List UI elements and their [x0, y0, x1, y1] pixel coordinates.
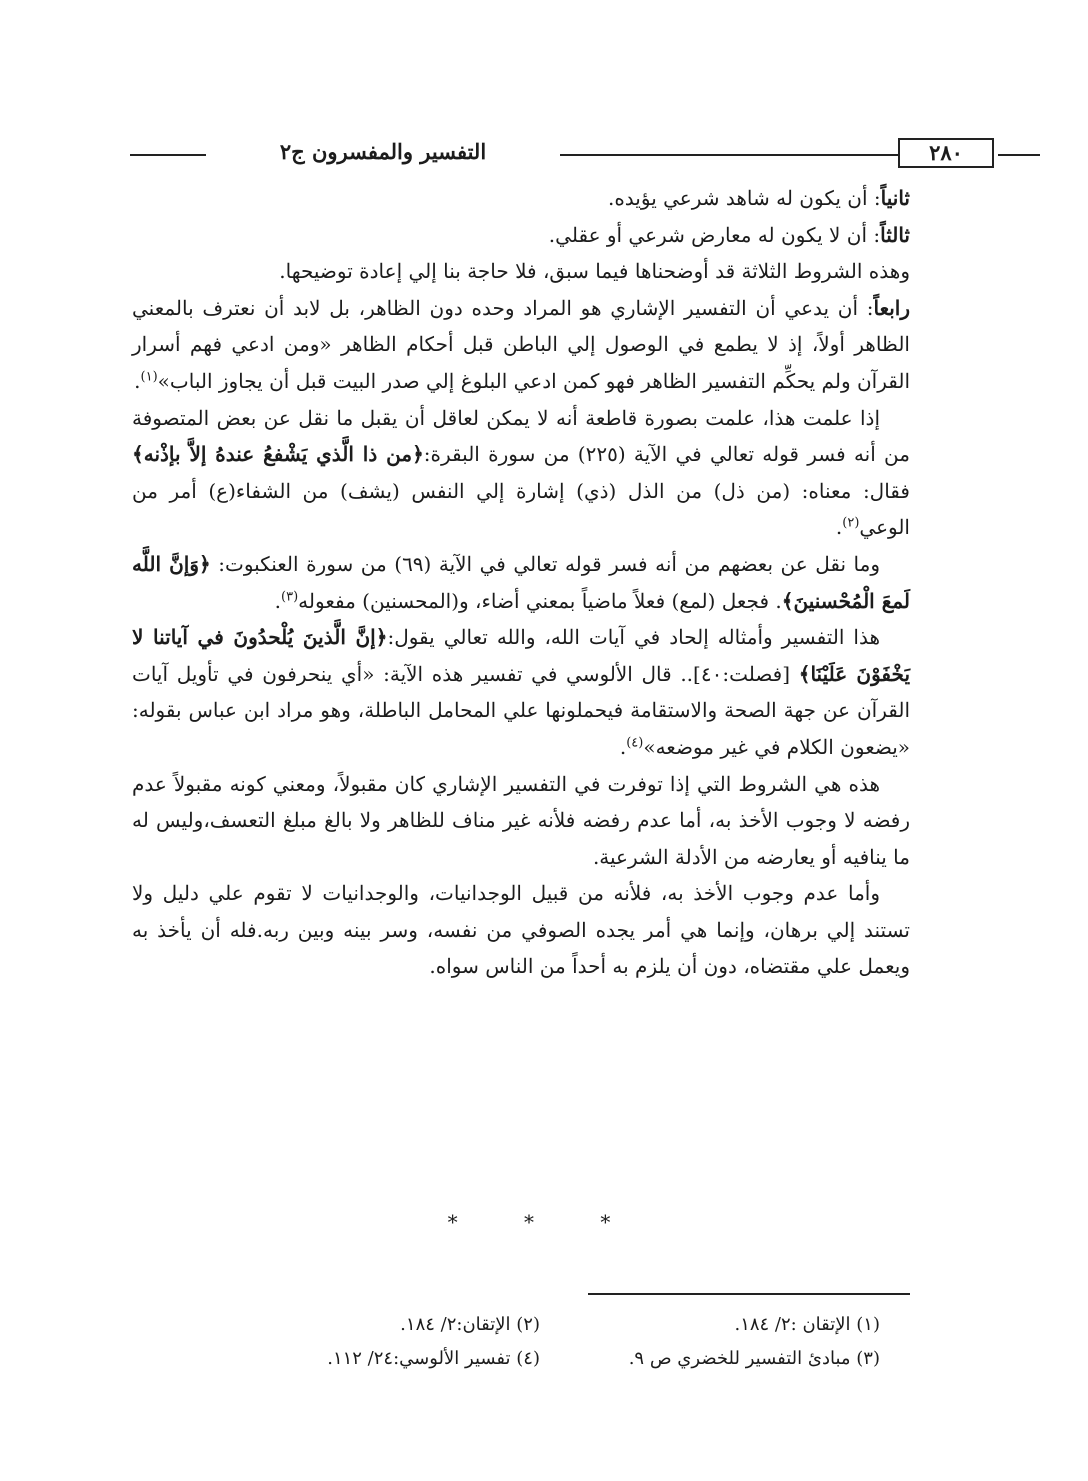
label-third: ثالثاً	[880, 222, 910, 247]
footnote-4: (٤) تفسير الألوسي:٢٤/ ١١٢.	[327, 1348, 540, 1369]
footnote-ref-2: (٢)	[842, 515, 860, 531]
text-baqara-end: .	[835, 515, 843, 540]
footnote-3: (٣) مبادئ التفسير للخضري ص ٩.	[628, 1348, 880, 1369]
text-ilhad-b: [فصلت:٤٠].. قال الألوسي في تفسير هذه الآية: «أي ينحرفون في تأويل آيات القرآن عن جهة الصحة والاستقامة فيحملونها علي المحامل الباطلة، وهو مراد ابن عباس بقوله: «يضعون الكلام في غير موضعه»	[132, 661, 910, 759]
paragraph-not-obligatory	[132, 875, 910, 985]
section-separator: * * *	[447, 1210, 641, 1234]
footnotes	[200, 1308, 880, 1376]
paragraph-ilhad	[132, 619, 910, 765]
text-ankabut-b: . فجعل (لمع) فعلاً ماضياً بمعني أضاء، و(المحسنين) مفعوله	[298, 588, 782, 613]
text-ankabut-end: .	[274, 588, 282, 613]
footnote-row	[200, 1308, 880, 1342]
header-rule-right	[998, 154, 1040, 156]
paragraph-three-conditions-note	[132, 253, 910, 290]
text-ilhad-end: .	[619, 734, 627, 759]
header-rule-middle	[560, 154, 898, 156]
text-three-conditions: وهذه الشروط الثلاثة قد أوضحناها فيما سبق، فلا حاجة بنا إلي إعادة توضيحها.	[279, 259, 910, 284]
footnote-rule	[588, 1293, 910, 1295]
footnote-row	[200, 1342, 880, 1376]
text-fourth-end: .	[134, 368, 141, 393]
paragraph-baqara-example	[132, 400, 910, 546]
footnote-1: (١) الإتقان :٢/ ١٨٤.	[734, 1314, 880, 1335]
text-ankabut-a: وما نقل عن بعضهم من أنه فسر قوله تعالي في الآية (٦٩) من سورة العنكبوت:	[218, 551, 880, 576]
text-baqara-b: فقال: معناه: (من ذل) من الذل (ذي) إشارة إلي النفس (يشف) من الشفاء(ع) أمر من الوعي	[132, 478, 910, 540]
body-text	[132, 180, 910, 985]
text-not-obligatory: وأما عدم وجوب الأخذ به، فلأنه من قبيل الوجدانيات، والوجدانيات لا تقوم علي دليل ولا تستند إلي برهان، وإنما هي أمر يجده الصوفي من نفسه، وسر بينه وبين ربه.فله أن يأخذ به ويعمل علي مقتضاه، دون أن يلزم به أحداً من الناس سواه.	[132, 881, 910, 979]
text-fourth: : أن يدعي أن التفسير الإشاري هو المراد وحده دون الظاهر، بل لابد أن نعترف بالمعني الظاهر أولاً، إذ لا يطمع في الوصول إلي الباطن قبل أحكام الظاهر «ومن ادعي فهم أسرار القرآن ولم يحكِّم التفسير الظاهر فهو كمن ادعي البلوغ إلي صدر البيت قبل أن يجاوز الباب»	[132, 295, 910, 393]
paragraph-acceptance	[132, 766, 910, 876]
text-acceptance: هذه هي الشروط التي إذا توفرت في التفسير الإشاري كان مقبولاً، ومعني كونه مقبولاً عدم رفضه لا وجوب الأخذ به، أما عدم رفضه فلأنه غير مناف للظاهر ولا بالغ مبلغ التعسف،وليس له ما ينافيه أو يعارضه من الأدلة الشرعية.	[132, 771, 910, 869]
paragraph-third-condition	[132, 217, 910, 254]
verse-baqara: ﴿من ذا الَّذي يَشْفعُ عندهُ إلاَّ بإذْنه﴾	[132, 442, 424, 467]
text-second: : أن يكون له شاهد شرعي يؤيده.	[607, 186, 881, 210]
header-rule-left	[130, 154, 206, 156]
footnote-2: (٢) الإتقان:٢/ ١٨٤.	[400, 1314, 540, 1335]
footnote-ref-1: (١)	[140, 369, 158, 385]
text-baqara-a: إذا علمت هذا، علمت بصورة قاطعة أنه لا يمكن لعاقل أن يقبل ما نقل عن بعض المتصوفة من أنه فسر قوله تعالي في الآية (٢٢٥) من سورة البقرة:	[132, 405, 910, 467]
header-title: التفسير والمفسرون ج٢	[279, 139, 487, 164]
label-fourth: رابعاً	[873, 295, 910, 320]
footnote-ref-3: (٣)	[281, 588, 299, 604]
paragraph-ankabut-example	[132, 546, 910, 619]
page-number: ٢٨٠	[898, 138, 994, 168]
running-header	[130, 138, 963, 172]
text-ilhad-a: هذا التفسير وأمثاله إلحاد في آيات الله، والله تعالي يقول:	[387, 625, 880, 650]
paragraph-fourth-condition	[132, 290, 910, 400]
verse-ankabut: ﴿وَإنَّ اللَّه لَمعَ الْمُحْسنينَ﴾	[132, 551, 910, 613]
label-second: ثانياً	[880, 186, 910, 210]
verse-fussilat: ﴿إنَّ الَّذينَ يُلْحدُونَ في آياتنا لا يَخْفَوْنَ عَلَيْنَا﴾	[132, 625, 911, 686]
paragraph-second-condition	[132, 180, 910, 217]
text-third: : أن لا يكون له معارض شرعي أو عقلي.	[548, 222, 881, 247]
footnote-ref-4: (٤)	[626, 735, 644, 751]
